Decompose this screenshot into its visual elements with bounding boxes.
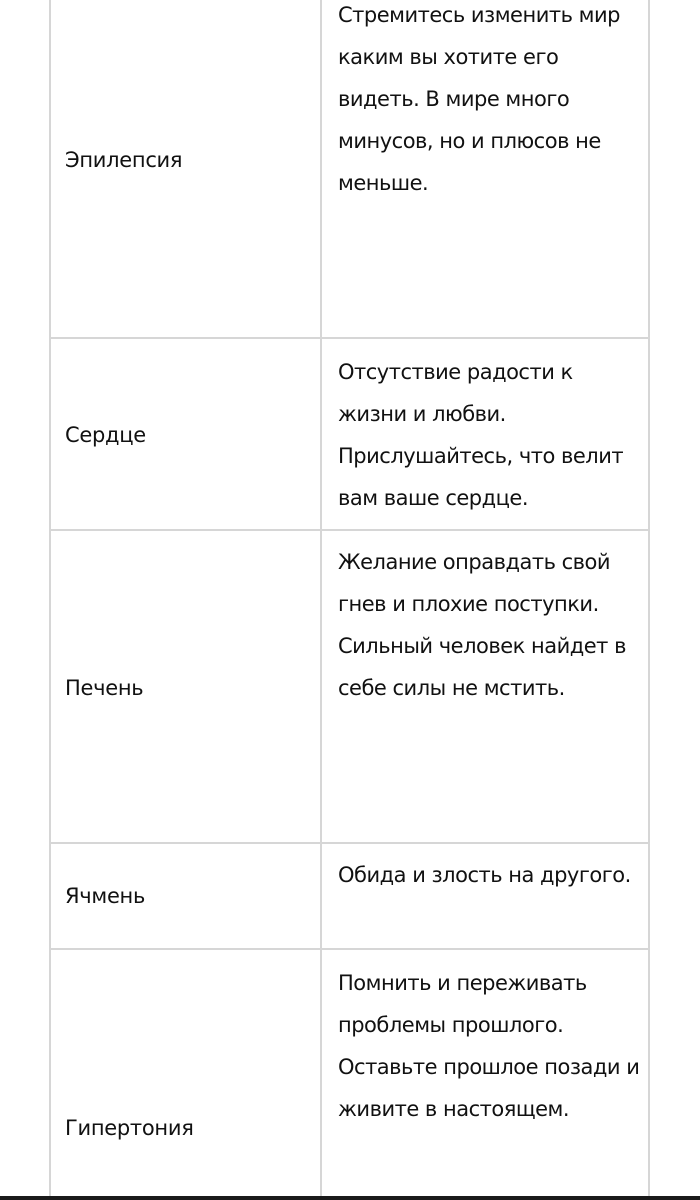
symptoms-table	[49, 0, 650, 1200]
condition-description: Отсутствие радости к жизни и любви. Прислушайтесь, что велит вам ваше сердце.	[338, 360, 624, 510]
table-row	[49, 531, 650, 842]
condition-name: Эпилепсия	[65, 148, 183, 172]
condition-description: Желание оправдать свой гнев и плохие поступки. Сильный человек найдет в себе силы не мстить.	[338, 550, 626, 700]
table-row	[49, 844, 650, 948]
condition-name: Гипертония	[65, 1116, 194, 1140]
bottom-border	[0, 1196, 700, 1200]
condition-description: Помнить и переживать проблемы прошлого. Оставьте прошлое позади и живите в настоящем.	[338, 971, 640, 1121]
condition-description: Обида и злость на другого.	[338, 863, 631, 887]
table-row	[49, 0, 650, 337]
condition-name: Ячмень	[65, 884, 146, 908]
table-row	[49, 950, 650, 1196]
condition-name: Сердце	[65, 423, 146, 447]
table-row	[49, 339, 650, 529]
condition-description: Стремитесь изменить мир каким вы хотите его видеть. В мире много минусов, но и плюсов не меньше.	[338, 3, 620, 195]
condition-name: Печень	[65, 676, 144, 700]
